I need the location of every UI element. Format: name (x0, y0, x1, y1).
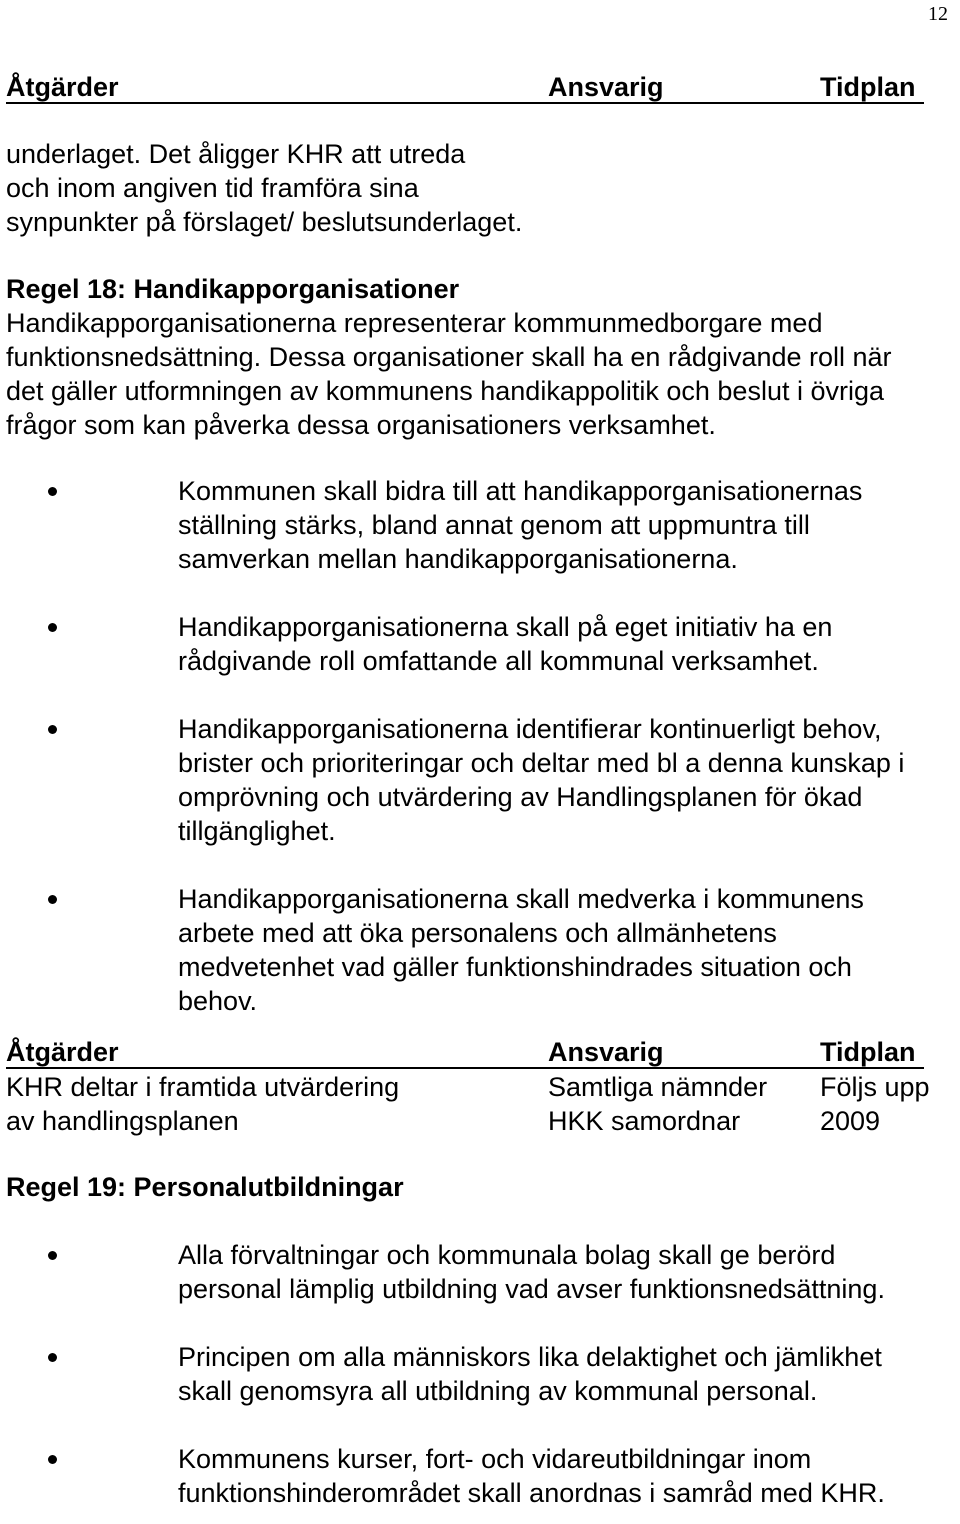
table-cell: HKK samordnar (548, 1106, 741, 1136)
bullet-item (6, 882, 956, 1018)
header-atgarder: Åtgärder (6, 72, 119, 102)
table-header-bottom (6, 1035, 956, 1070)
bullet-line: funktionshinderområdet skall anordnas i samråd med KHR. (178, 1478, 885, 1508)
paragraph-line: det gäller utformningen av kommunens handikappolitik och beslut i övriga (6, 376, 885, 406)
table-cell: Samtliga nämnder (548, 1072, 768, 1102)
header-tidplan: Tidplan (820, 72, 916, 102)
bullet-line: Handikapporganisationerna identifierar kontinuerligt behov, (178, 714, 882, 744)
bullet-line: behov. (178, 986, 258, 1016)
table-header-top (6, 70, 956, 105)
document-body (6, 70, 956, 1510)
paragraph-line: och inom angiven tid framföra sina (6, 173, 419, 203)
regel18-heading: Regel 18: Handikapporganisationer (6, 274, 460, 304)
bullet-line: skall genomsyra all utbildning av kommunal personal. (178, 1376, 818, 1406)
bullet-line: omprövning och utvärdering av Handlingsplanen för ökad (178, 782, 863, 812)
header-tidplan: Tidplan (820, 1037, 916, 1067)
regel18-bullet-list (6, 474, 956, 1018)
table-cell: 2009 (820, 1106, 881, 1136)
bullet-line: samverkan mellan handikapporganisationerna. (178, 544, 738, 574)
bullet-line: medvetenhet vad gäller funktionshindrades situation och (178, 952, 852, 982)
bullet-line: brister och prioriteringar och deltar med bl a denna kunskap i (178, 748, 905, 778)
table-row (6, 1104, 956, 1138)
bullet-item (6, 474, 956, 576)
regel19-heading: Regel 19: Personalutbildningar (6, 1172, 404, 1202)
header-ansvarig: Ansvarig (548, 72, 664, 102)
paragraph-line: synpunkter på förslaget/ beslutsunderlaget. (6, 207, 523, 237)
bullet-line: arbete med att öka personalens och allmänhetens (178, 918, 777, 948)
paragraph-line: underlaget. Det åligger KHR att utreda (6, 139, 466, 169)
bullet-line: Alla förvaltningar och kommunala bolag skall ge berörd (178, 1240, 836, 1270)
paragraph-line: Handikapporganisationerna representerar kommunmedborgare med (6, 308, 823, 338)
table-cell: KHR deltar i framtida utvärdering (6, 1072, 400, 1102)
bullet-line: personal lämplig utbildning vad avser funktionsnedsättning. (178, 1274, 885, 1304)
bullet-line: ställning stärks, bland annat genom att uppmuntra till (178, 510, 810, 540)
table-cell: Följs upp (820, 1072, 930, 1102)
action-table (6, 1070, 956, 1138)
bullet-item (6, 712, 956, 848)
bullet-line: Handikapporganisationerna skall på eget initiativ ha en (178, 612, 833, 642)
intro-paragraph (6, 137, 956, 239)
page-number: 12 (928, 3, 948, 25)
paragraph-line: frågor som kan påverka dessa organisationers verksamhet. (6, 410, 716, 440)
regel19-bullet-list (6, 1238, 956, 1510)
bullet-line: Handikapporganisationerna skall medverka i kommunens (178, 884, 864, 914)
bullet-item (6, 1442, 956, 1510)
bullet-line: Principen om alla människors lika delaktighet och jämlikhet (178, 1342, 882, 1372)
bullet-line: Kommunens kurser, fort- och vidareutbildningar inom (178, 1444, 812, 1474)
paragraph-line: funktionsnedsättning. Dessa organisationer skall ha en rådgivande roll när (6, 342, 892, 372)
header-ansvarig: Ansvarig (548, 1037, 664, 1067)
bullet-item (6, 610, 956, 678)
table-cell: av handlingsplanen (6, 1106, 239, 1136)
bullet-item (6, 1238, 956, 1306)
table-row (6, 1070, 956, 1104)
header-atgarder: Åtgärder (6, 1037, 119, 1067)
bullet-line: rådgivande roll omfattande all kommunal verksamhet. (178, 646, 819, 676)
bullet-line: Kommunen skall bidra till att handikapporganisationernas (178, 476, 863, 506)
bullet-item (6, 1340, 956, 1408)
bullet-line: tillgänglighet. (178, 816, 336, 846)
regel18-section (6, 272, 956, 442)
